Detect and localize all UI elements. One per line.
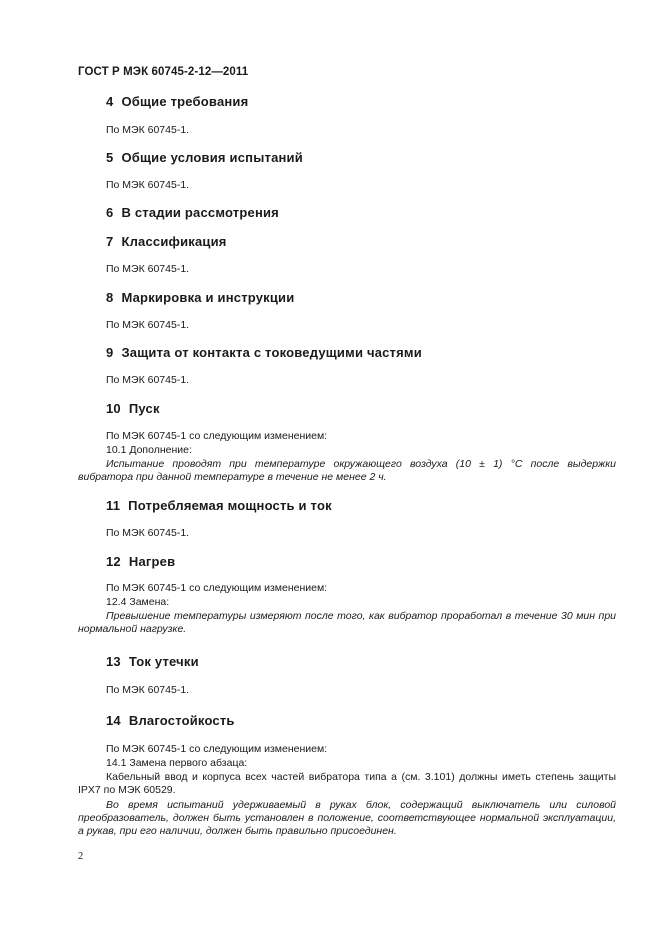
section-number: 9	[106, 345, 114, 360]
section-5-text: По МЭК 60745-1.	[106, 179, 190, 191]
section-title: Общие требования	[121, 94, 249, 109]
section-title: Ток утечки	[128, 654, 199, 669]
section-number: 8	[106, 290, 114, 305]
section-10-heading	[106, 401, 160, 416]
section-10-text: По МЭК 60745-1 со следующим изменением:	[106, 430, 328, 442]
section-9-text: По МЭК 60745-1.	[106, 374, 190, 386]
section-number: 12	[106, 554, 121, 569]
section-number: 6	[106, 205, 114, 220]
page-number: 2	[78, 851, 84, 862]
section-number: 13	[106, 654, 121, 669]
section-14-paragraph: Кабельный ввод и корпуса всех частей вибратора типа а (см. 3.101) должны иметь степень защиты IPX7 по МЭК 60529.	[78, 771, 616, 796]
section-6-heading	[106, 205, 279, 220]
section-14-heading	[106, 713, 235, 728]
section-14-text: По МЭК 60745-1 со следующим изменением:	[106, 743, 328, 755]
section-14-subclause: 14.1 Замена первого абзаца:	[106, 757, 248, 769]
section-7-text: По МЭК 60745-1.	[106, 263, 190, 275]
section-title: Общие условия испытаний	[121, 150, 303, 165]
section-8-heading	[106, 290, 294, 305]
section-number: 10	[106, 401, 121, 416]
section-10-italic-text: Испытание проводят при температуре окружающего воздуха (10 ± 1) °С после выдержки вибратора при данной температуре в течение не менее 2 ч.	[78, 458, 616, 483]
section-number: 14	[106, 713, 121, 728]
section-11-text: По МЭК 60745-1.	[106, 527, 190, 539]
section-7-heading	[106, 234, 227, 249]
section-12-heading	[106, 554, 175, 569]
section-number: 11	[106, 498, 121, 513]
section-12-subclause: 12.4 Замена:	[106, 596, 170, 608]
section-11-heading	[106, 498, 332, 513]
section-title: Влагостойкость	[128, 713, 235, 728]
section-title: Защита от контакта с токоведущими частями	[121, 345, 422, 360]
section-number: 7	[106, 234, 114, 249]
document-header: ГОСТ Р МЭК 60745-2-12—2011	[78, 66, 249, 78]
section-4-heading	[106, 94, 248, 109]
section-number: 5	[106, 150, 114, 165]
section-13-heading	[106, 654, 199, 669]
section-title: Нагрев	[128, 554, 176, 569]
section-14-italic-text: Во время испытаний удерживаемый в руках блок, содержащий выключатель или силовой преобразователь, должен быть установлен в положение, соответствующее нормальной эксплуатации, а рукав, при его наличии, должен быть правильно присоединен.	[78, 799, 616, 837]
section-12-italic-text: Превышение температуры измеряют после того, как вибратор проработал в течение 30 мин при нормальной нагрузке.	[78, 610, 616, 635]
section-title: В стадии рассмотрения	[121, 205, 279, 220]
section-title: Классификация	[121, 234, 227, 249]
section-10-subclause: 10.1 Дополнение:	[106, 444, 192, 456]
section-12-text: По МЭК 60745-1 со следующим изменением:	[106, 582, 328, 594]
section-13-text: По МЭК 60745-1.	[106, 684, 190, 696]
section-title: Пуск	[128, 401, 160, 416]
section-8-text: По МЭК 60745-1.	[106, 319, 190, 331]
section-number: 4	[106, 94, 114, 109]
section-4-text: По МЭК 60745-1.	[106, 124, 190, 136]
section-title: Маркировка и инструкции	[121, 290, 295, 305]
section-title: Потребляемая мощность и ток	[128, 498, 332, 513]
section-5-heading	[106, 150, 303, 165]
section-9-heading	[106, 345, 422, 360]
